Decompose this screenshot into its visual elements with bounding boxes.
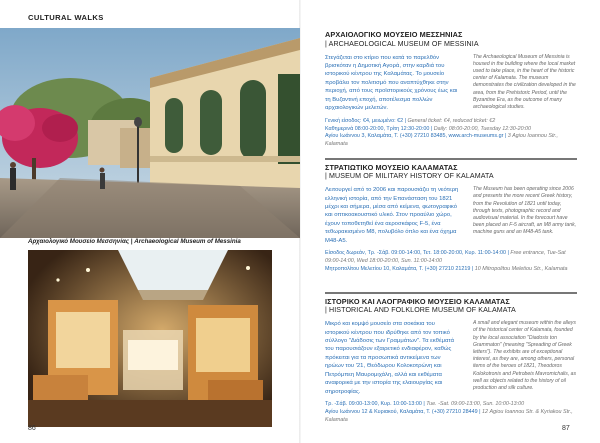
entry-title-greek: ΣΤΡΑΤΙΩΤΙΚΟ ΜΟΥΣΕΙΟ ΚΑΛΑΜΑΤΑΣ xyxy=(325,162,458,172)
museum-entry xyxy=(325,31,577,149)
section-divider xyxy=(325,292,577,294)
entry-info-line xyxy=(325,250,577,266)
entry-title-greek: ΙΣΤΟΡΙΚΟ ΚΑΙ ΛΑΟΓΡΑΦΙΚΟ ΜΟΥΣΕΙΟ ΚΑΛΑΜΑΤΑΣ xyxy=(325,296,510,306)
info-english: 3 Agiou Ioannou Str., Kalamata xyxy=(325,133,559,148)
info-greek: Είσοδος δωρεάν, Τρ. -Σάβ. 09:00-14:00, Τετ. 18:00-20:00, Κυρ. 11:00-14:00 | xyxy=(325,250,509,257)
entry-title-english: | HISTORICAL AND FOLKLORE MUSEUM OF KALAMATA xyxy=(325,306,516,315)
museum-interior-photo xyxy=(28,250,272,427)
info-english: Tue. -Sat. 09:00-13:00, Sun. 10:00-13:00 xyxy=(424,401,525,408)
entry-description-greek: Λειτουργεί από το 2006 και παρουσιάζει τη νεότερη ελληνική ιστορία, από την Επανάσταση του 1821 μέχρι και σήμερα, μέσα από κείμενα, φωτογραφικό και οπτικοακουστικό υλικό. Στον προαύλιο χώρο, έχουν τοποθετηθεί ένα αεροσκάφος F-5, ένα τεθωρακισμένο M8, πολυβόλο όπλο και ένα όχημα M48-A5. xyxy=(325,187,459,244)
info-english: 10 Mitropolitou Meletiou Str., Kalamata xyxy=(473,265,568,272)
entry-info-line xyxy=(325,266,577,274)
entry-info-line xyxy=(325,133,577,149)
entry-title-english: | ARCHAEOLOGICAL MUSEUM OF MESSINIA xyxy=(325,39,479,48)
entry-description-greek: Στεγάζεται στο κτίριο που κατά το παρελθόν βρισκόταν η Δημοτική Αγορά, στην καρδιά του ιστορικού κέντρου της Καλαμάτας. Το μουσείο προβάλει τον πολιτισμό που αναπτύχθηκε στην περιοχή, από τους προϊστορικούς χρόνους έως και τη Βυζαντινή εποχή, αποτέλεσμα πολλών αρχαιολογικών μελετών. xyxy=(325,54,458,112)
entry-info-line xyxy=(325,118,577,126)
entry-description-english: The Museum has been operating since 2006 and presents the more recent Greek history, from the Revolution of 1821 until today, through texts, photographic record and audiovisual material. In the forecourt have been placed an F-5 aircraft, an M8 army tank, machine guns and an M48-A5 tank. xyxy=(473,186,577,236)
entry-description-greek: Μικρό και κομψό μουσείο στα σοκάκια του ιστορικού κέντρου που ιδρύθηκε από τον τοπικό σύλλογο "Διάδοσις των Γραμμάτων". Τα εκθέματά του παρουσιάζουν εξαιρετικό ενδιαφέρον, καθώς πρόκειται για τα προσωπικά αντικείμενα των ηρώων του '21, Θεόδωρου Κολοκοτρώνη και Πετρόμπεη Μαυρομιχάλη, αλλά και εκθέματα αναφορικά με την ιστορία της ελαιουργίας και σηροτροφίας. xyxy=(325,321,455,395)
entry-description-english: A small and elegant museum within the alleys of the historical center of Kalamata, founded by the local association "Diadosis ton Grammaton" (meaning "Spreading of Greek letters"). The exhibits are of exceptional interest, as they are, among others, personal items of the heroes of 1821, Theodoros Kolokotronis and Petrobeis Mavromichalis, as well as objects related to the history of oil production and silk culture. xyxy=(473,320,577,392)
entry-title-english: | MUSEUM OF MILITARY HISTORY OF KALAMATA xyxy=(325,172,494,181)
info-english: General ticket: €4, reduced ticket: €2 xyxy=(405,117,496,124)
museum-entry xyxy=(325,292,577,425)
museum-entry xyxy=(325,158,577,274)
entry-info xyxy=(325,118,577,149)
page-number-right: 87 xyxy=(562,425,570,432)
museum-exterior-photo xyxy=(0,28,300,238)
museum-exterior-image xyxy=(0,28,300,238)
entry-info-line xyxy=(325,401,577,409)
entry-description-english: The Archaeological Museum of Messinia is housed in the building where the local market used to take place, in the heart of the historic center of Kalamata. The museum demonstrates the civilization developed in the area, from the Prehistoric Period, until the Byzantine Era, as the outcome of many archaeological studies. xyxy=(473,53,576,111)
info-english: 12 Agiou Ioannou Str. & Kyriakou Str., Kalamata xyxy=(325,408,573,423)
info-greek: Μητροπολίτου Μελετίου 10, Καλαμάτα, Τ. (+30) 27210 21219 | xyxy=(325,265,474,272)
info-greek: Γενική είσοδος: €4, μειωμένο: €2 | xyxy=(325,117,406,124)
entry-title-greek: ΑΡΧΑΙΟΛΟΓΙΚΟ ΜΟΥΣΕΙΟ ΜΕΣΣΗΝΙΑΣ xyxy=(325,30,463,39)
entry-info-line xyxy=(325,409,577,425)
info-greek: Τρ. -Σάβ. 09:00-13:00, Κυρ. 10:00-13:00 | xyxy=(325,401,425,408)
info-english: Daily: 08:00-20:00, Tuesday 12:30-20:00 xyxy=(432,125,532,132)
section-label: CULTURAL WALKS xyxy=(28,13,104,22)
entry-info xyxy=(325,250,577,273)
entry-info xyxy=(325,401,577,424)
info-greek: Καθημερινά 08:00-20:00, Τρίτη 12:30-20:00 | xyxy=(325,125,433,132)
info-english: Free entrance, Tue-Sat 09:00-14:00, Wed 18:00-20:00, Sun. 11:00-14:00 xyxy=(325,250,566,264)
museum-interior-image xyxy=(28,250,272,427)
info-greek: Αγίου Ιωάννου 3, Καλαμάτα, Τ. (+30) 27210 83485, www.arch-museums.gr | xyxy=(325,133,507,140)
info-greek: Αγίου Ιωάννου 12 & Κυριακού, Καλαμάτα, Τ. (+30) 27210 28449 | xyxy=(325,408,481,415)
photo-caption: Αρχαιολογικό Μουσείο Μεσσηνίας | Archaeological Museum of Messinia xyxy=(28,238,241,245)
page-number-left: 86 xyxy=(28,425,36,432)
section-divider xyxy=(325,158,577,160)
